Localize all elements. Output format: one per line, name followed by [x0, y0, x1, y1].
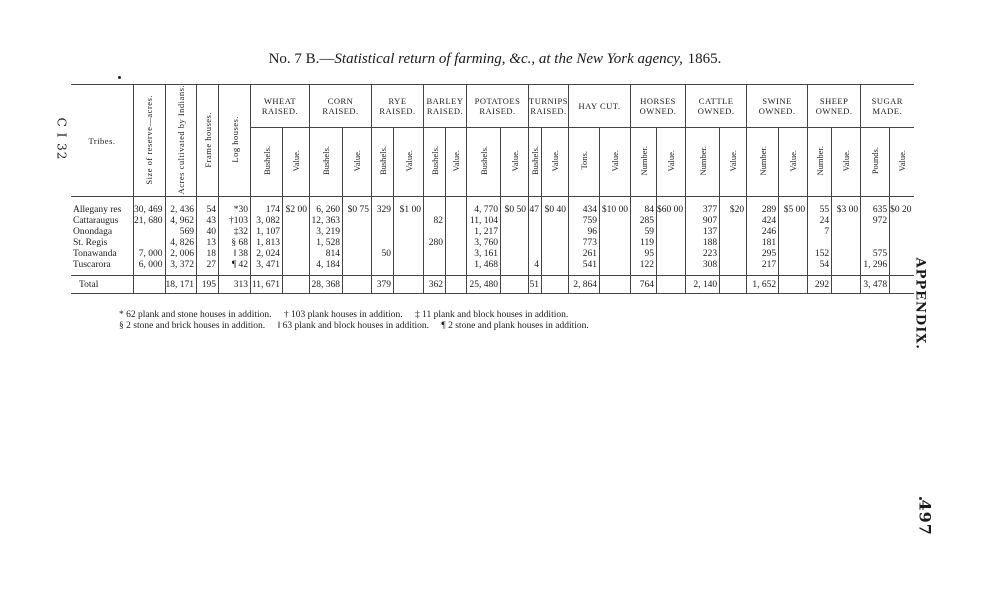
title-italic: Statistical return of farming, &c., at the New York agency,: [334, 51, 683, 67]
table-cell: 43: [197, 216, 219, 227]
table-cell: 261: [569, 249, 600, 260]
total-row: [71, 276, 914, 294]
total-label-cell: Total: [71, 276, 134, 294]
table-cell: [424, 197, 446, 217]
table-cell: 24: [808, 216, 832, 227]
subheader-swine-number: Number.: [747, 128, 779, 197]
table-cell: [890, 216, 914, 227]
footnote: * 62 plank and stone houses in addition.: [119, 310, 272, 320]
total-cell: [283, 276, 310, 294]
subheader-turnips-value: Value.: [542, 128, 569, 197]
tribes-header: Tribes.: [71, 85, 134, 197]
table-cell: 54: [808, 260, 832, 276]
table-cell: [446, 238, 467, 249]
table-cell: [283, 249, 310, 260]
title-year: 1865.: [687, 51, 722, 67]
subheader-wheat-bushels: Bushels.: [251, 128, 283, 197]
total-cell: 292: [808, 276, 832, 294]
table-cell: [529, 238, 542, 249]
table-cell: *30: [219, 197, 251, 217]
table-cell: 174: [251, 197, 283, 217]
table-cell: [600, 227, 631, 238]
table-cell: 6, 000: [134, 260, 166, 276]
table-cell: ‡32: [219, 227, 251, 238]
total-cell: [343, 276, 372, 294]
table-cell: [283, 216, 310, 227]
table-cell: [372, 216, 394, 227]
footnote: ‡ 11 plank and block houses in addition.: [415, 310, 569, 320]
table-cell: [372, 260, 394, 276]
table-cell: 308: [686, 260, 720, 276]
table-cell: 3, 760: [467, 238, 501, 249]
header-log-houses: Log houses.: [219, 85, 251, 197]
table-cell: 2, 006: [165, 249, 197, 260]
table-cell: [424, 260, 446, 276]
table-cell: § 68: [219, 238, 251, 249]
ink-dot: [919, 497, 922, 500]
footnote: † 103 plank houses in addition.: [283, 310, 403, 320]
table-cell: 575: [861, 249, 890, 260]
table-cell: [542, 260, 569, 276]
table-cell: [861, 238, 890, 249]
table-cell: [600, 249, 631, 260]
page-title: [215, 49, 775, 68]
table-cell: [657, 249, 686, 260]
total-cell: [779, 276, 808, 294]
table-row: [71, 216, 914, 227]
table-cell: [779, 227, 808, 238]
margin-left-text: C I 32: [54, 117, 69, 161]
table-cell: [372, 238, 394, 249]
subheader-cattle-value: Value.: [720, 128, 747, 197]
table-cell: [542, 227, 569, 238]
tribe-name-cell: St. Regis: [73, 238, 108, 249]
table-cell: [832, 260, 861, 276]
table-cell: [720, 216, 747, 227]
subheader-sheep-number: Number.: [808, 128, 832, 197]
footnote: § 2 stone and brick houses in addition.: [119, 321, 266, 331]
table-cell: [446, 197, 467, 217]
table-cell: 96: [569, 227, 600, 238]
total-cell: [134, 276, 166, 294]
subheader-horses-number: Number.: [631, 128, 657, 197]
table-cell: 285: [631, 216, 657, 227]
table-cell: 2, 024: [251, 249, 283, 260]
group-header-potatoes: POTATOES RAISED.: [467, 85, 529, 128]
table-cell: 13: [197, 238, 219, 249]
table-cell: 3, 471: [251, 260, 283, 276]
tribe-name-cell: Onondaga: [73, 227, 113, 238]
table-cell: [779, 216, 808, 227]
table-cell: [446, 227, 467, 238]
table-cell: 635: [861, 197, 890, 217]
table-cell: ¶ 42: [219, 260, 251, 276]
group-header-sheep: SHEEP OWNED.: [808, 85, 861, 128]
subheader-sheep-value: Value.: [832, 128, 861, 197]
table-cell: 152: [808, 249, 832, 260]
table-cell: $3 00: [832, 197, 861, 217]
table-cell: 1, 813: [251, 238, 283, 249]
table-cell: [343, 249, 372, 260]
subheader-cattle-number: Number.: [686, 128, 720, 197]
table-cell: 50: [372, 249, 394, 260]
table-cell: 424: [747, 216, 779, 227]
table-row: [71, 197, 914, 217]
subheader-hay-value: Value.: [600, 128, 631, 197]
table-cell: [424, 227, 446, 238]
table-cell: [832, 238, 861, 249]
table-cell: [808, 238, 832, 249]
subheader-rye-value: Value.: [394, 128, 424, 197]
table-cell: [657, 216, 686, 227]
total-cell: [600, 276, 631, 294]
total-cell: [501, 276, 529, 294]
table-cell: [542, 216, 569, 227]
subheader-horses-value: Value.: [657, 128, 686, 197]
total-cell: 25, 480: [467, 276, 501, 294]
table-cell: [501, 260, 529, 276]
total-cell: [657, 276, 686, 294]
header-row-groups: [71, 85, 914, 128]
table-cell: [343, 238, 372, 249]
table-cell: 541: [569, 260, 600, 276]
subheader-sugar-pounds: Pounds.: [861, 128, 890, 197]
table-cell: 569: [165, 227, 197, 238]
group-header-corn: CORN RAISED.: [310, 85, 372, 128]
table-cell: [343, 227, 372, 238]
subheader-potatoes-bushels: Bushels.: [467, 128, 501, 197]
table-cell: [832, 216, 861, 227]
total-cell: [890, 276, 914, 294]
table-cell: [529, 216, 542, 227]
table-cell: [446, 260, 467, 276]
table-row: [71, 249, 914, 260]
table-cell: [283, 227, 310, 238]
table-cell: [394, 249, 424, 260]
table-cell: 217: [747, 260, 779, 276]
table-cell: [542, 238, 569, 249]
table-cell: [283, 260, 310, 276]
page-number-text: 497: [915, 499, 935, 536]
table-cell: [832, 249, 861, 260]
subheader-corn-value: Value.: [343, 128, 372, 197]
table-cell: 18: [197, 249, 219, 260]
table-cell: 1, 468: [467, 260, 501, 276]
table-cell: [424, 249, 446, 260]
tribe-name-cell: Tonawanda: [73, 249, 117, 260]
group-header-cattle: CATTLE OWNED.: [686, 85, 747, 128]
total-cell: 2, 140: [686, 276, 720, 294]
table-cell: [600, 216, 631, 227]
table-cell: [343, 216, 372, 227]
ink-dot: [118, 76, 121, 79]
header-size-of-reserve: Size of reserve—acres.: [134, 85, 166, 197]
footnote: ¶ 2 stone and plank houses in addition.: [441, 321, 589, 331]
total-cell: [832, 276, 861, 294]
table-cell: 30, 469: [134, 197, 166, 217]
table-cell: 759: [569, 216, 600, 227]
table-cell: $20: [720, 197, 747, 217]
footnote: ‖ 63 plank and block houses in addition.: [277, 321, 430, 331]
appendix-text: APPENDIX.: [912, 257, 928, 350]
margin-left-label: [50, 117, 70, 161]
table-cell: 907: [686, 216, 720, 227]
table-cell: $0 20: [890, 197, 914, 217]
table-cell: 4, 826: [165, 238, 197, 249]
table-cell: [134, 238, 166, 249]
table-cell: [529, 249, 542, 260]
header-frame-houses: Frame houses.: [197, 85, 219, 197]
table-cell: 12, 363: [310, 216, 343, 227]
total-cell: [720, 276, 747, 294]
footnote-line-2: [119, 321, 599, 332]
table-cell: 1, 296: [861, 260, 890, 276]
table-cell: [779, 238, 808, 249]
table-cell: 1, 107: [251, 227, 283, 238]
table-cell: 188: [686, 238, 720, 249]
table-cell: $10 00: [600, 197, 631, 217]
table-cell: 122: [631, 260, 657, 276]
table-cell: [720, 260, 747, 276]
table-cell: [446, 216, 467, 227]
group-header-swine: SWINE OWNED.: [747, 85, 808, 128]
subheader-barley-value: Value.: [446, 128, 467, 197]
table-cell: [832, 227, 861, 238]
table-cell: $60 00: [657, 197, 686, 217]
table-cell: [394, 227, 424, 238]
table-cell: [372, 227, 394, 238]
table-cell: [720, 238, 747, 249]
total-cell: 764: [631, 276, 657, 294]
group-header-hay: HAY CUT.: [569, 85, 631, 128]
table-cell: 4: [529, 260, 542, 276]
table-cell: 3, 161: [467, 249, 501, 260]
total-cell: 18, 171: [165, 276, 197, 294]
table-cell: 21, 680: [134, 216, 166, 227]
tribe-name-cell: Tuscarora: [73, 260, 111, 271]
table-cell: 246: [747, 227, 779, 238]
group-header-barley: BARLEY RAISED.: [424, 85, 467, 128]
group-header-sugar: SUGAR MADE.: [861, 85, 914, 128]
group-header-rye: RYE RAISED.: [372, 85, 424, 128]
table-cell: 280: [424, 238, 446, 249]
table-cell: 3, 372: [165, 260, 197, 276]
table-cell: [529, 227, 542, 238]
group-header-turnips: TURNIPS RAISED.: [529, 85, 569, 128]
table-cell: [720, 227, 747, 238]
table-cell: 40: [197, 227, 219, 238]
table-cell: 54: [197, 197, 219, 217]
table-cell: [600, 238, 631, 249]
table-cell: 289: [747, 197, 779, 217]
table-cell: [446, 249, 467, 260]
subheader-barley-bushels: Bushels.: [424, 128, 446, 197]
table-cell: [779, 249, 808, 260]
table-cell: [394, 216, 424, 227]
subheader-sugar-value: Value.: [890, 128, 914, 197]
table-cell: [657, 260, 686, 276]
table-cell: 11, 104: [467, 216, 501, 227]
table-cell: 95: [631, 249, 657, 260]
table-cell: 1, 528: [310, 238, 343, 249]
subheader-swine-value: Value.: [779, 128, 808, 197]
table-cell: 295: [747, 249, 779, 260]
table-cell: †103: [219, 216, 251, 227]
table-cell: 3, 082: [251, 216, 283, 227]
total-cell: 379: [372, 276, 394, 294]
table-cell: [890, 238, 914, 249]
table-cell: $0 40: [542, 197, 569, 217]
subheader-corn-bushels: Bushels.: [310, 128, 343, 197]
table-cell: [501, 227, 529, 238]
table-cell: 1, 217: [467, 227, 501, 238]
table-cell: 434: [569, 197, 600, 217]
table-cell: 2, 436: [165, 197, 197, 217]
total-cell: 195: [197, 276, 219, 294]
table-cell: $0 50: [501, 197, 529, 217]
table-cell: [600, 260, 631, 276]
table-cell: [501, 238, 529, 249]
table-cell: [283, 238, 310, 249]
total-cell: 362: [424, 276, 446, 294]
table-row: [71, 227, 914, 238]
table-cell: [542, 249, 569, 260]
table-cell: [134, 227, 166, 238]
group-header-wheat: WHEAT RAISED.: [251, 85, 310, 128]
table-cell: [657, 238, 686, 249]
table-cell: 6, 260: [310, 197, 343, 217]
total-cell: [394, 276, 424, 294]
total-cell: 1, 652: [747, 276, 779, 294]
title-prefix: No. 7 B.—: [268, 51, 335, 67]
table-row: [71, 260, 914, 276]
table-cell: [343, 260, 372, 276]
table-cell: 181: [747, 238, 779, 249]
total-cell: 313: [219, 276, 251, 294]
group-header-horses: HORSES OWNED.: [631, 85, 686, 128]
table-cell: [657, 227, 686, 238]
table-cell: 773: [569, 238, 600, 249]
table-cell: 47: [529, 197, 542, 217]
subheader-wheat-value: Value.: [283, 128, 310, 197]
subheader-rye-bushels: Bushels.: [372, 128, 394, 197]
table-cell: $1 00: [394, 197, 424, 217]
footnote-line-1: [119, 310, 599, 321]
table-cell: 3, 219: [310, 227, 343, 238]
tribe-name-cell: Cattaraugus: [73, 216, 119, 227]
table-cell: [394, 260, 424, 276]
table-cell: 27: [197, 260, 219, 276]
table-cell: [501, 249, 529, 260]
table-row: [71, 238, 914, 249]
table-cell: 814: [310, 249, 343, 260]
table-cell: $5 00: [779, 197, 808, 217]
table-cell: 55: [808, 197, 832, 217]
table-cell: [890, 260, 914, 276]
total-cell: [542, 276, 569, 294]
table-cell: ‖ 38: [219, 249, 251, 260]
total-cell: 28, 368: [310, 276, 343, 294]
total-cell: [446, 276, 467, 294]
table-cell: 377: [686, 197, 720, 217]
table-cell: 4, 962: [165, 216, 197, 227]
table-cell: [890, 227, 914, 238]
table-cell: 84: [631, 197, 657, 217]
table-cell: 7, 000: [134, 249, 166, 260]
table-cell: [890, 249, 914, 260]
table-cell: 7: [808, 227, 832, 238]
table-cell: 329: [372, 197, 394, 217]
table-cell: 4, 770: [467, 197, 501, 217]
table-cell: 4, 184: [310, 260, 343, 276]
table-cell: [779, 260, 808, 276]
total-cell: 11, 671: [251, 276, 283, 294]
table-cell: $2 00: [283, 197, 310, 217]
table-cell: $0 75: [343, 197, 372, 217]
table-cell: 82: [424, 216, 446, 227]
table-cell: 223: [686, 249, 720, 260]
table-cell: 59: [631, 227, 657, 238]
farming-statistics-table: [71, 84, 914, 294]
table-cell: [720, 249, 747, 260]
total-cell: 2, 864: [569, 276, 600, 294]
header-acres-cultivated: Acres cultivated by Indians.: [165, 85, 197, 197]
total-cell: 51: [529, 276, 542, 294]
table-cell: 137: [686, 227, 720, 238]
table-cell: [394, 238, 424, 249]
table-cell: 972: [861, 216, 890, 227]
subheader-hay-tons: Tons.: [569, 128, 600, 197]
table-cell: 119: [631, 238, 657, 249]
tribe-name-cell: Allegany res: [73, 205, 122, 216]
page-number: [905, 499, 945, 536]
subheader-turnips-bushels: Bushels.: [529, 128, 542, 197]
table-cell: [501, 216, 529, 227]
subheader-potatoes-value: Value.: [501, 128, 529, 197]
total-cell: 3, 478: [861, 276, 890, 294]
table-cell: [861, 227, 890, 238]
footnotes: [119, 310, 599, 332]
